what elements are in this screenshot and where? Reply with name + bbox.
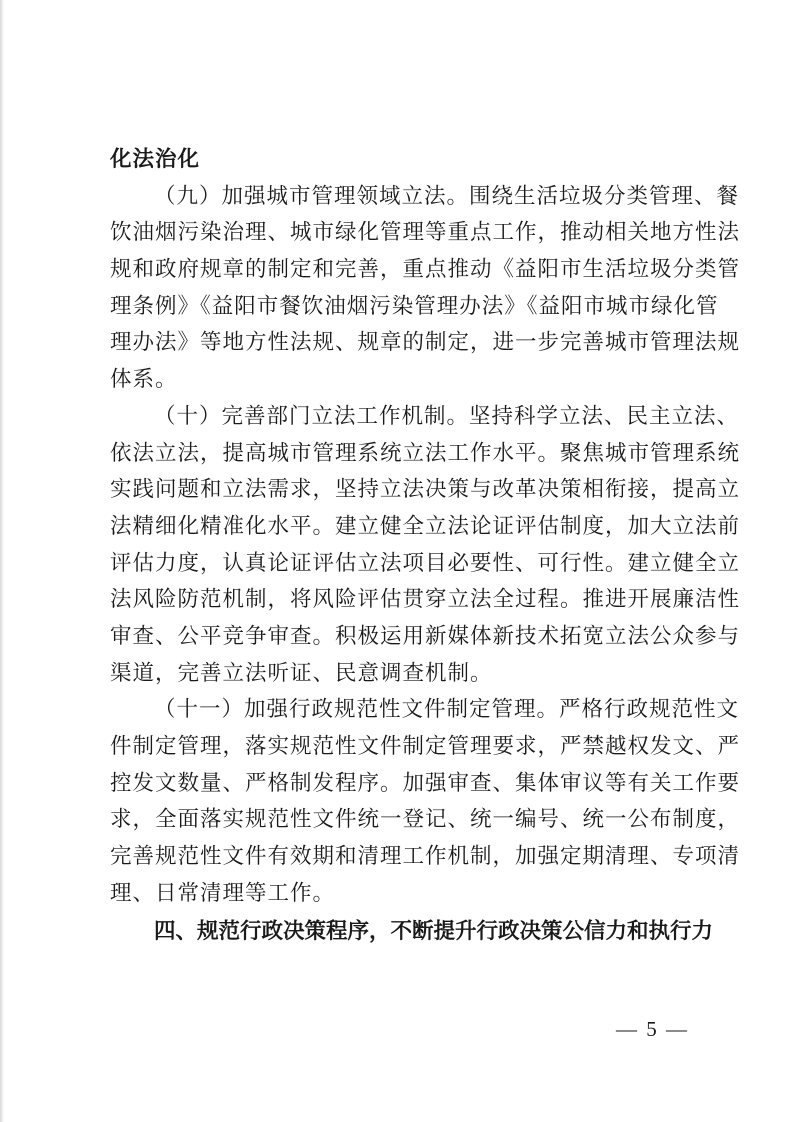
paragraph-11-line-4: 求，全面落实规范性文件统一登记、统一编号、统一公布制度，: [110, 807, 741, 833]
paragraph-9-line-1: （九）加强城市管理领域立法。围绕生活垃圾分类管理、餐: [154, 183, 740, 209]
paragraph-9-line-3: 规和政府规章的制定和完善，重点推动《益阳市生活垃圾分类管: [110, 257, 741, 283]
paragraph-9-line-4: 理条例》《益阳市餐饮油烟污染管理办法》《益阳市城市绿化管: [110, 293, 719, 319]
page-number: — 5 —: [616, 1017, 689, 1041]
paragraph-11-line-5: 完善规范性文件有效期和清理工作机制，加强定期清理、专项清: [110, 844, 741, 870]
paragraph-11-line-6: 理、日常清理等工作。: [110, 880, 336, 906]
paragraph-10-line-1: （十）完善部门立法工作机制。坚持科学立法、民主立法、: [154, 403, 740, 429]
paragraph-10-line-7: 审查、公平竞争审查。积极运用新媒体新技术拓宽立法公众参与: [110, 623, 741, 649]
paragraph-10-line-5: 评估力度，认真论证评估立法项目必要性、可行性。建立健全立: [110, 550, 741, 576]
paragraph-10-line-8: 渠道，完善立法听证、民意调查机制。: [110, 660, 493, 686]
paragraph-10-line-4: 法精细化精准化水平。建立健全立法论证评估制度，加大立法前: [110, 513, 741, 539]
document-body: [110, 142, 741, 951]
paragraph-10-line-3: 实践问题和立法需求，坚持立法决策与改革决策相衔接，提高立: [110, 477, 741, 503]
paragraph-10-line-2: 依法立法，提高城市管理系统立法工作水平。聚焦城市管理系统: [110, 440, 741, 466]
paragraph-10-line-6: 法风险防范机制，将风险评估贯穿立法全过程。推进开展廉洁性: [110, 587, 741, 613]
paragraph-11-line-1: （十一）加强行政规范性文件制定管理。严格行政规范性文: [154, 697, 740, 723]
scan-edge-shadow: [0, 0, 4, 1122]
paragraph-9-line-6: 体系。: [110, 367, 178, 393]
section-heading-fragment: 化法治化: [110, 147, 201, 172]
paragraph-9-line-2: 饮油烟污染治理、城市绿化管理等重点工作，推动相关地方性法: [110, 220, 741, 246]
paragraph-9-line-5: 理办法》等地方性法规、规章的制定，进一步完善城市管理法规: [110, 330, 741, 356]
section-4-heading: 四、规范行政决策程序，不断提升行政决策公信力和执行力: [154, 919, 714, 945]
paragraph-11-line-3: 控发文数量、严格制发程序。加强审查、集体审议等有关工作要: [110, 770, 741, 796]
paragraph-11-line-2: 件制定管理，落实规范性文件制定管理要求，严禁越权发文、严: [110, 734, 741, 759]
